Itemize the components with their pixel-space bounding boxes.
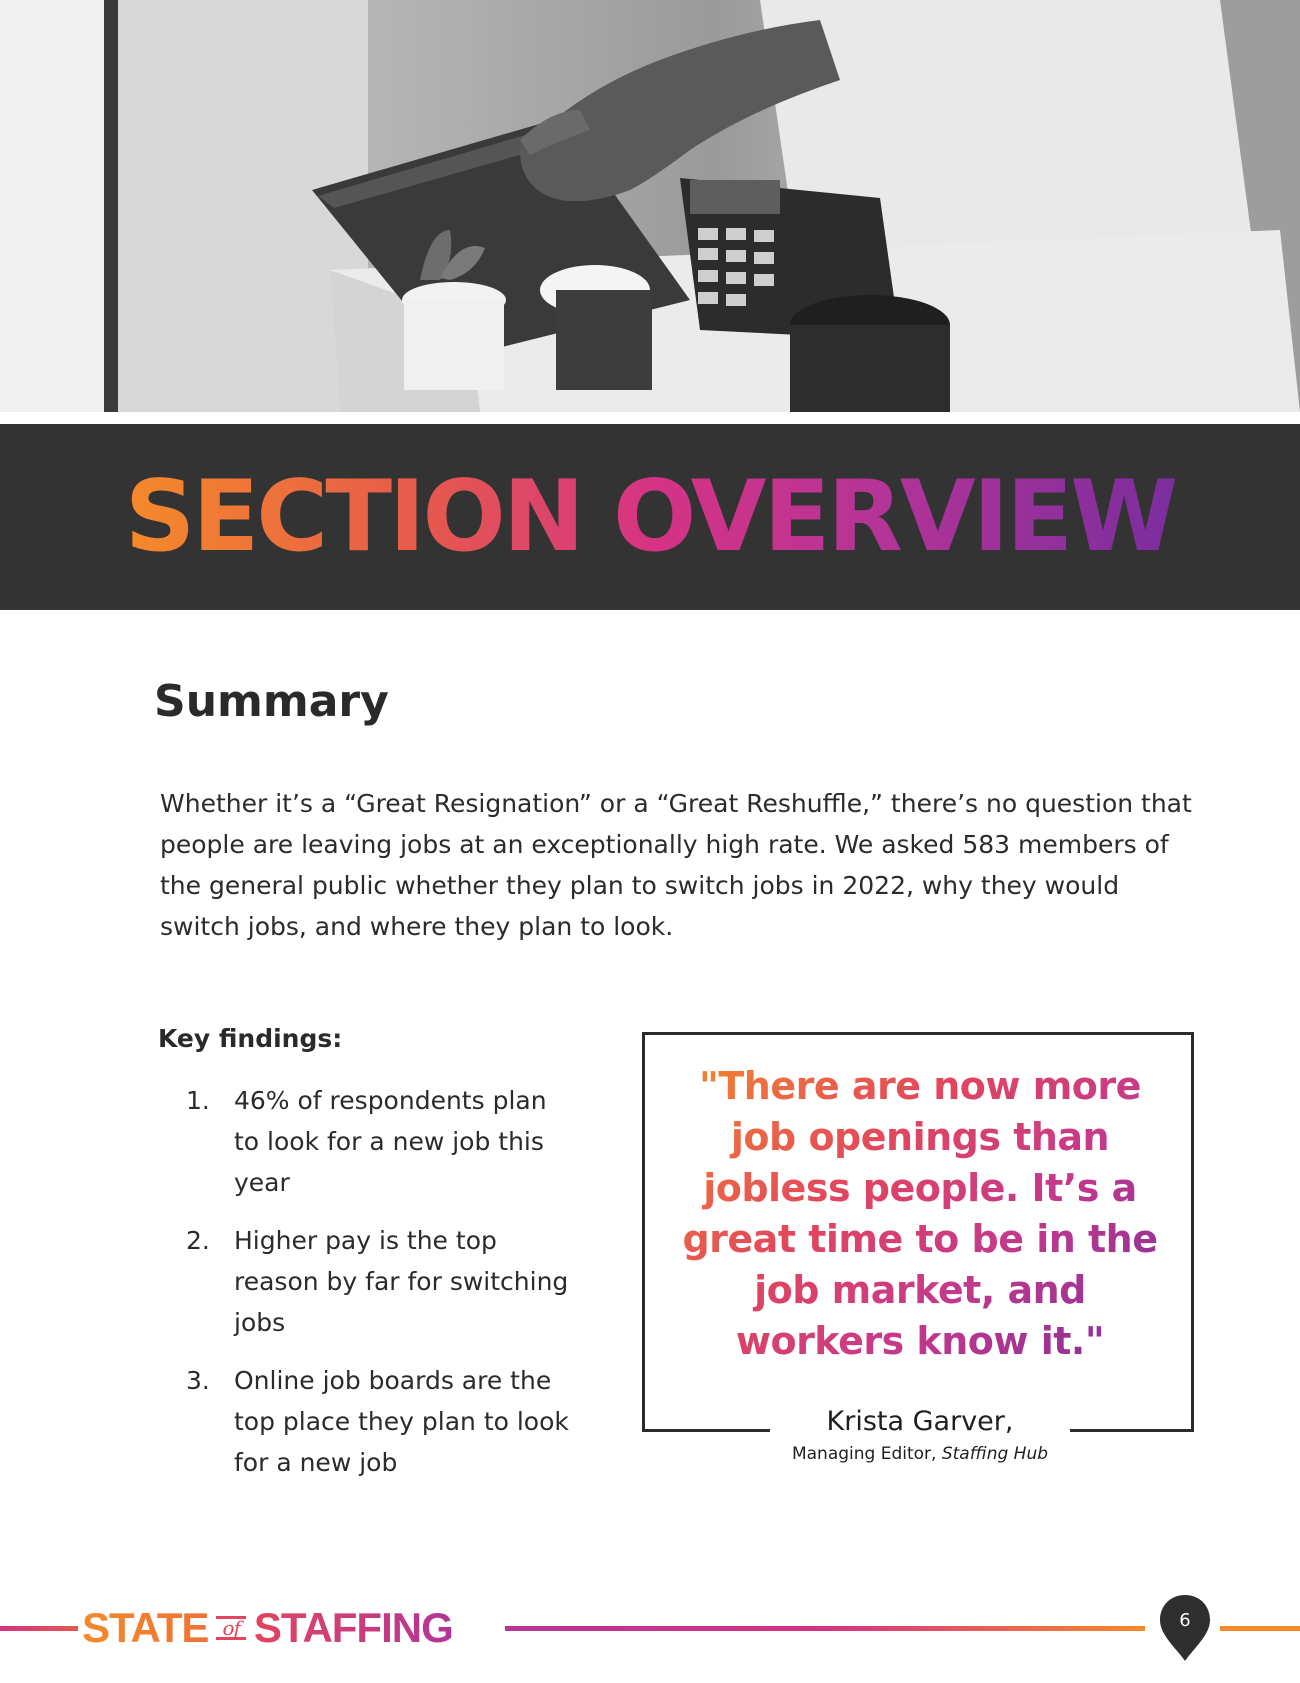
page-number: 6 — [1179, 1610, 1191, 1631]
quote-role-text: Managing Editor, — [791, 1444, 937, 1464]
list-item-number: 2. — [186, 1226, 210, 1255]
section-banner — [0, 424, 1300, 610]
footer-rule-middle — [505, 1626, 1145, 1631]
key-findings-heading: Key findings: — [158, 1024, 343, 1053]
list-item-text: Higher pay is the top reason by far for switching jobs — [234, 1226, 569, 1337]
brand-word-of: of — [216, 1616, 245, 1640]
brand-word-staffing: STAFFING — [253, 1604, 453, 1651]
pull-quote-text: "There are now more job openings than jobless people. It’s a great time to be in the job market, and workers know it." — [665, 1061, 1175, 1367]
quote-author-role — [760, 1444, 1080, 1464]
footer-rule-right — [1220, 1626, 1300, 1631]
list-item-number: 3. — [186, 1366, 210, 1395]
summary-heading: Summary — [154, 676, 389, 727]
list-item — [186, 1360, 606, 1483]
list-item-text: Online job boards are the top place they plan to look for a new job — [234, 1366, 569, 1477]
brand-word-state: STATE — [82, 1604, 209, 1651]
list-item-number: 1. — [186, 1086, 210, 1115]
list-item-text: 46% of respondents plan to look for a new job this year — [234, 1086, 547, 1197]
list-item — [186, 1080, 606, 1203]
brand-logo — [82, 1604, 453, 1652]
section-title: SECTION OVERVIEW — [124, 460, 1176, 574]
footer-rule-left — [0, 1626, 78, 1631]
quote-publication: Staffing Hub — [941, 1444, 1049, 1464]
pull-quote-box — [642, 1032, 1194, 1432]
key-findings-list — [186, 1080, 606, 1500]
hero-photo — [0, 0, 1300, 412]
box-packing-illustration — [0, 0, 1300, 412]
list-item — [186, 1220, 606, 1343]
quote-author: Krista Garver, — [826, 1406, 1014, 1437]
summary-body: Whether it’s a “Great Resignation” or a “Great Reshuffle,” there’s no question that people are leaving jobs at an exceptionally high rate. We asked 583 members of the general public whether they plan to switch jobs in 2022, why they would switch jobs, and where they plan to look. — [160, 789, 1192, 941]
